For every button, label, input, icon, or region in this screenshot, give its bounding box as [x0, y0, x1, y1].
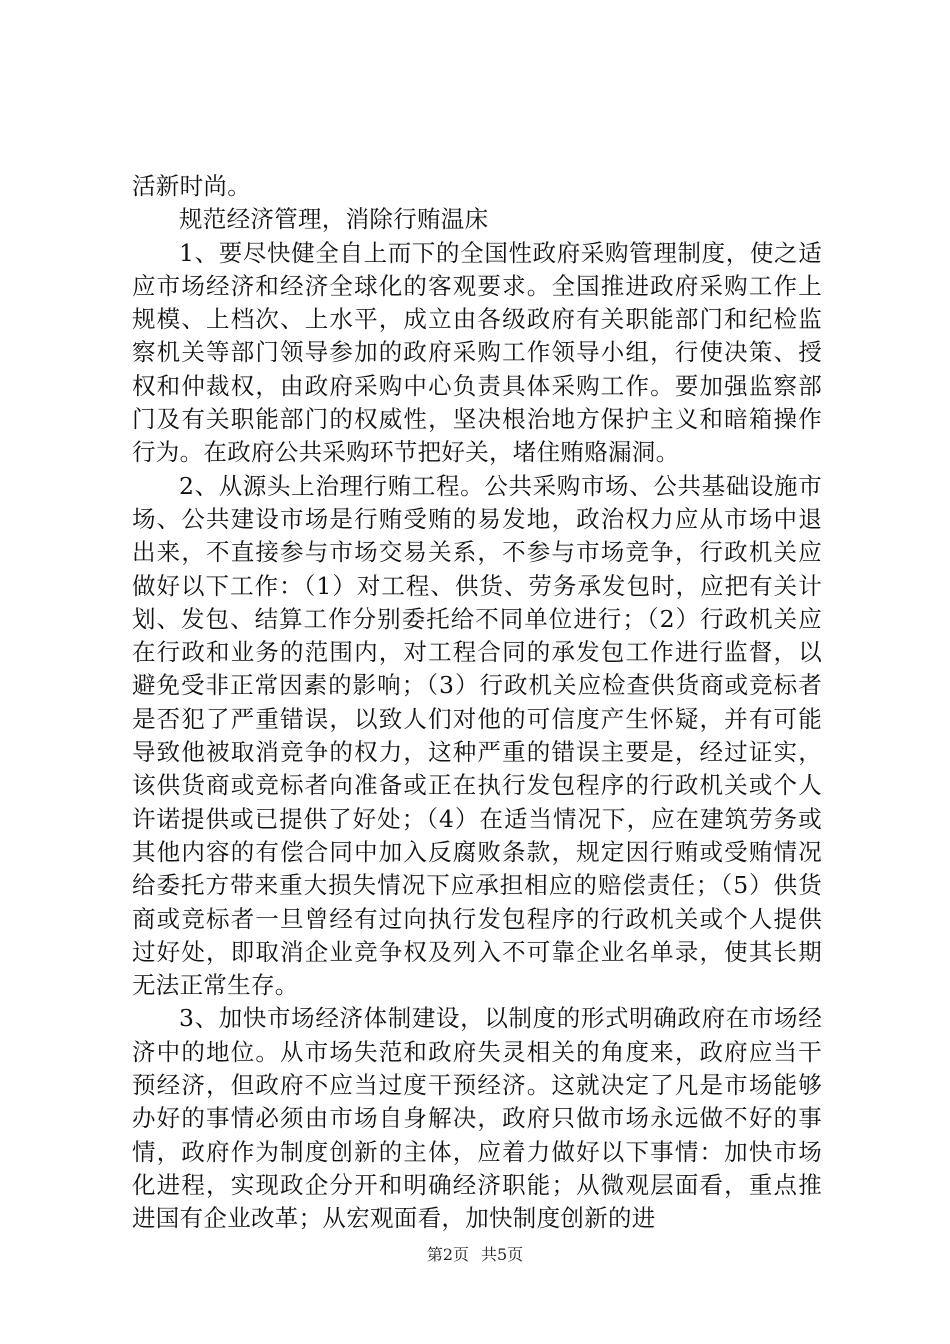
- page-total: 共5页: [481, 1245, 524, 1264]
- page-footer: [0, 1245, 950, 1265]
- section-heading: 规范经济管理，消除行贿温床: [179, 205, 489, 234]
- document-body: [132, 170, 822, 1236]
- page-number: 第2页: [426, 1245, 469, 1264]
- paragraph-item-3: 3、加快市场经济体制建设，以制度的形式明确政府在市场经济中的地位。从市场失范和政府失灵相关的角度来，政府应当干预经济，但政府不应当过度干预经济。这就决定了凡是市场能够办好的事情必须由市场自身解决，政府只做市场永远做不好的事情，政府作为制度创新的主体，应着力做好以下事情：加快市场化进程，实现政企分开和明确经济职能；从微观层面看，重点推进国有企业改革；从宏观面看，加快制度创新的进: [132, 1004, 822, 1233]
- paragraph-item-1: 1、要尽快健全自上而下的全国性政府采购管理制度，使之适应市场经济和经济全球化的客观要求。全国推进政府采购工作上规模、上档次、上水平，成立由各级政府有关职能部门和纪检监察机关等部门领导参加的政府采购工作领导小组，行使决策、授权和仲裁权，由政府采购中心负责具体采购工作。要加强监察部门及有关职能部门的权威性，坚决根治地方保护主义和暗箱操作行为。在政府公共采购环节把好关，堵住贿赂漏洞。: [132, 238, 822, 467]
- paragraph-item-2: 2、从源头上治理行贿工程。公共采购市场、公共基础设施市场、公共建设市场是行贿受贿的易发地，政治权力应从市场中退出来，不直接参与市场交易关系，不参与市场竞争，行政机关应做好以下工作：（1）对工程、供货、劳务承发包时，应把有关计划、发包、结算工作分别委托给不同单位进行；（2）行政机关应在行政和业务的范围内，对工程合同的承发包工作进行监督，以避免受非正常因素的影响；（3）行政机关应检查供货商或竞标者是否犯了严重错误，以致人们对他的可信度产生怀疑，并有可能导致他被取消竞争的权力，这种严重的错误主要是，经过证实，该供货商或竞标者向准备或正在执行发包程序的行政机关或个人许诺提供或已提供了好处；（4）在适当情况下，应在建筑劳务或其他内容的有偿合同中加入反腐败条款，规定因行贿或受贿情况给委托方带来重大损失情况下应承担相应的赔偿责任；（5）供货商或竞标者一旦曾经有过向执行发包程序的行政机关或个人提供过好处，即取消企业竞争权及列入不可靠企业名单录，使其长期无法正常生存。: [132, 471, 822, 1000]
- paragraph-continuation: 活新时尚。: [132, 172, 251, 200]
